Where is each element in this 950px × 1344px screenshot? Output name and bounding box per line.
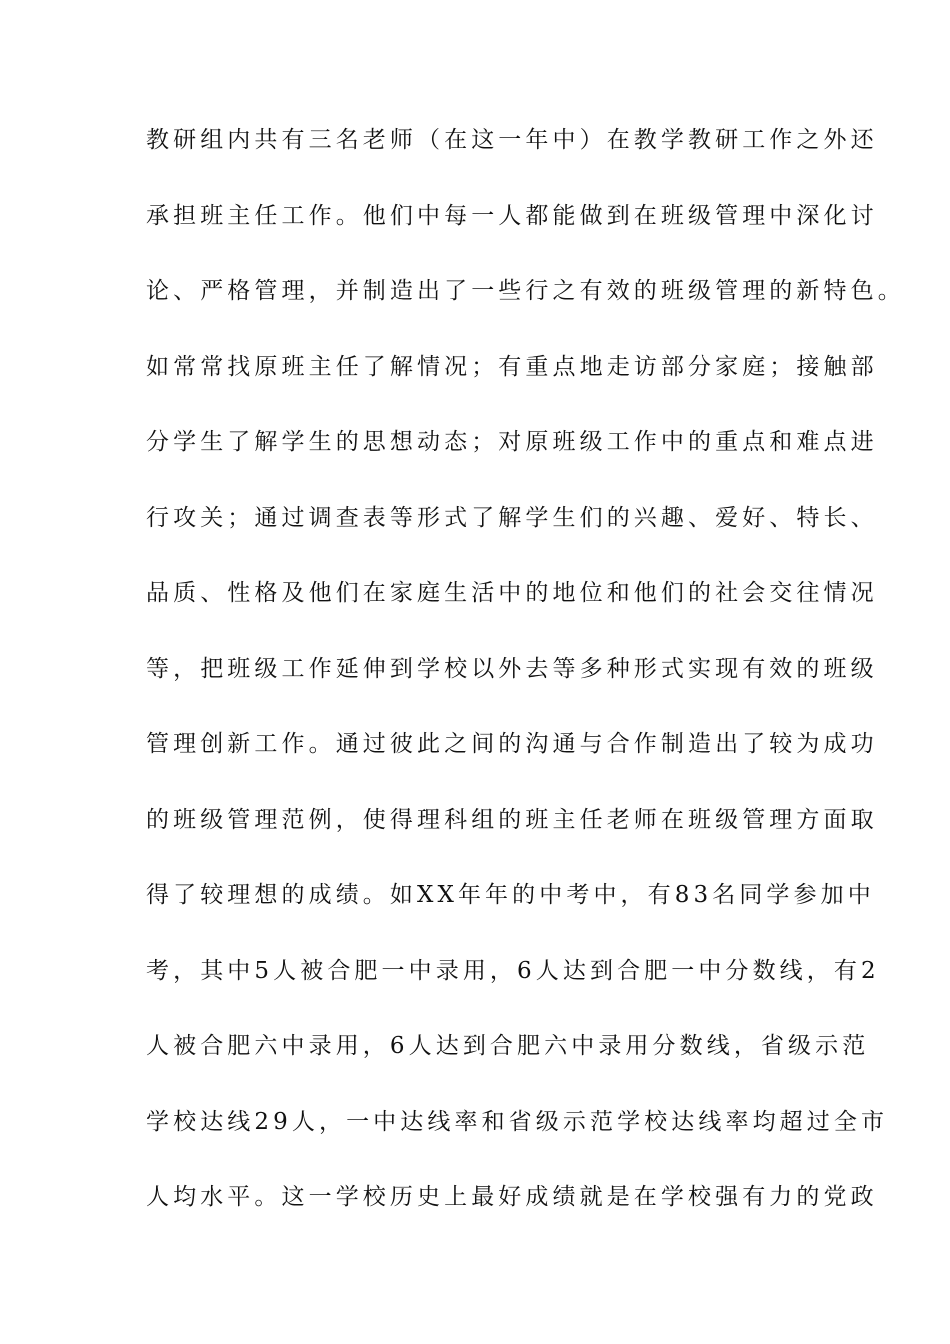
text-line-8: 等，把班级工作延伸到学校以外去等多种形式实现有效的班级: [146, 655, 878, 682]
text-line-1: 教研组内共有三名老师（在这一年中）在教学教研工作之外还: [146, 127, 878, 153]
text-line-7: 品质、性格及他们在家庭生活中的地位和他们的社会交往情况: [146, 580, 878, 606]
text-line-5: 分学生了解学生的思想动态；对原班级工作中的重点和难点进: [146, 429, 878, 455]
text-line-4: 如常常找原班主任了解情况；有重点地走访部分家庭；接触部: [146, 353, 878, 380]
text-line-9: 管理创新工作。通过彼此之间的沟通与合作制造出了较为成功: [146, 731, 878, 757]
text-line-15: 人均水平。这一学校历史上最好成绩就是在学校强有力的党政: [146, 1184, 878, 1210]
text-line-13: 人被合肥六中录用，6人达到合肥六中录用分数线，省级示范: [146, 1033, 870, 1059]
text-line-6: 行攻关；通过调查表等形式了解学生们的兴趣、爱好、特长、: [146, 504, 878, 531]
text-line-11: 得了较理想的成绩。如XX年年的中考中，有83名同学参加中: [146, 882, 875, 908]
text-line-2: 承担班主任工作。他们中每一人都能做到在班级管理中深化讨: [146, 202, 878, 229]
body-text: [146, 127, 905, 1261]
text-line-12: 考，其中5人被合肥一中录用，6人达到合肥一中分数线，有2: [146, 957, 880, 984]
text-line-10: 的班级管理范例，使得理科组的班主任老师在班级管理方面取: [146, 806, 878, 833]
text-line-3: 论、严格管理，并制造出了一些行之有效的班级管理的新特色。: [146, 278, 905, 304]
text-line-14: 学校达线29人，一中达线率和省级示范学校达线率均超过全市: [146, 1108, 889, 1135]
